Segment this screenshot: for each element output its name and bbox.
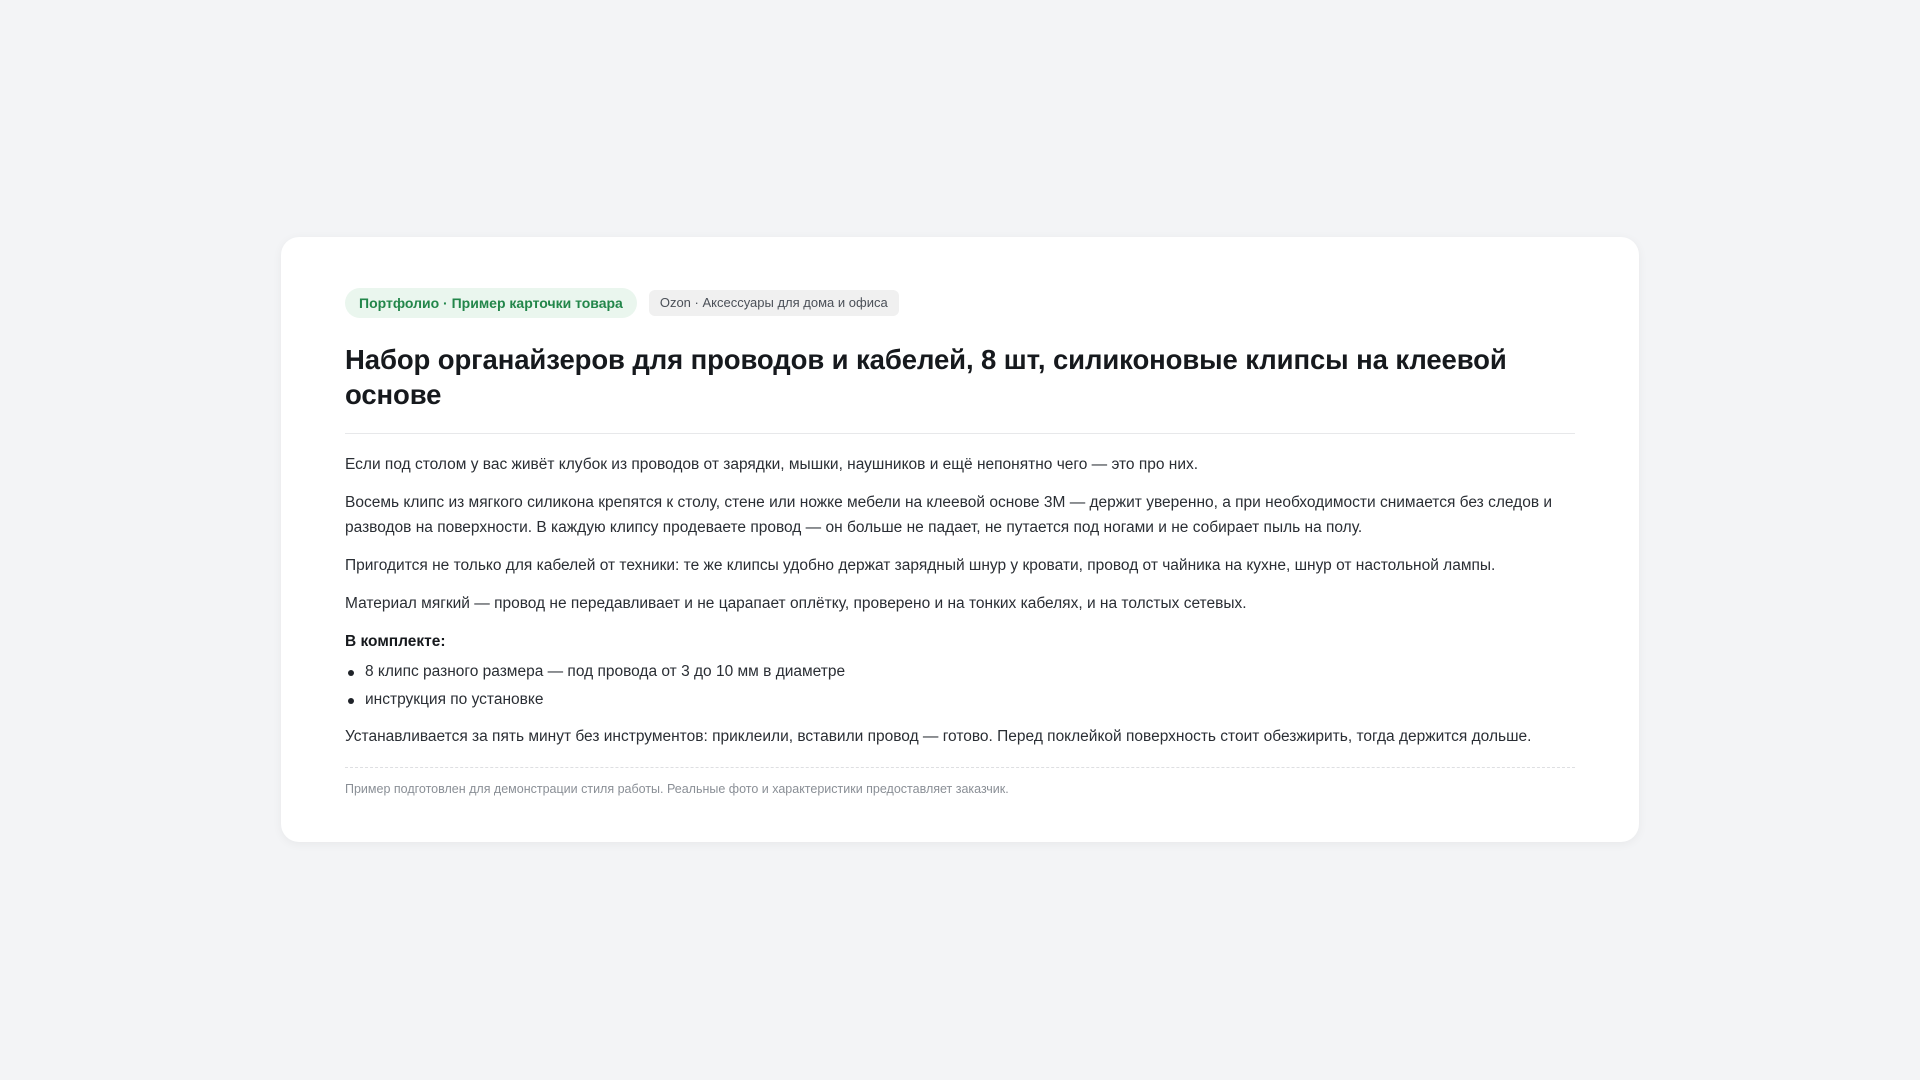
description-paragraph: Если под столом у вас живёт клубок из проводов от зарядки, мышки, наушников и ещё непонятно чего — это про них.: [345, 456, 1199, 473]
bullet-icon: [348, 698, 354, 704]
kit-list: [345, 658, 1575, 714]
footnote: Пример подготовлен для демонстрации стиля работы. Реальные фото и характеристики предоставляет заказчик.: [345, 782, 1009, 796]
title-divider: [345, 433, 1575, 434]
portfolio-tag: Портфолио · Пример карточки товара: [345, 288, 637, 318]
kit-list-item: [345, 686, 1575, 714]
product-title: Набор органайзеров для проводов и кабелей, 8 шт, силиконовые клипсы на клеевой основе: [345, 344, 1507, 410]
bullet-icon: [348, 670, 354, 676]
product-description: [345, 452, 1575, 749]
product-card: [281, 237, 1639, 842]
kit-list-item: [345, 658, 1575, 686]
closing-paragraph: Устанавливается за пять минут без инструментов: приклеили, вставили провод — готово. Перед поклейкой поверхность стоит обезжирить, тогда держится дольше.: [345, 728, 1532, 745]
category-tag: Ozon · Аксессуары для дома и офиса: [649, 290, 899, 316]
footnote-divider: [345, 767, 1575, 768]
kit-item-text: инструкция по установке: [365, 691, 544, 708]
description-paragraph: Пригодится не только для кабелей от техники: те же клипсы удобно держат зарядный шнур у кровати, провод от чайника на кухне, шнур от настольной лампы.: [345, 557, 1496, 574]
tag-row: [345, 288, 1575, 318]
kit-item-text: 8 клипс разного размера — под провода от 3 до 10 мм в диаметре: [365, 663, 846, 680]
kit-heading: В комплекте:: [345, 633, 446, 650]
description-paragraph: Восемь клипс из мягкого силикона крепятся к столу, стене или ножке мебели на клеевой основе 3М — держит уверенно, а при необходимости снимается без следов и разводов на поверхности. В каждую клипсу продеваете провод — он больше не падает, не путается под ногами и не собирает пыль на полу.: [345, 494, 1553, 536]
description-paragraph: Материал мягкий — провод не передавливает и не царапает оплётку, проверено и на тонких кабелях, и на толстых сетевых.: [345, 595, 1247, 612]
